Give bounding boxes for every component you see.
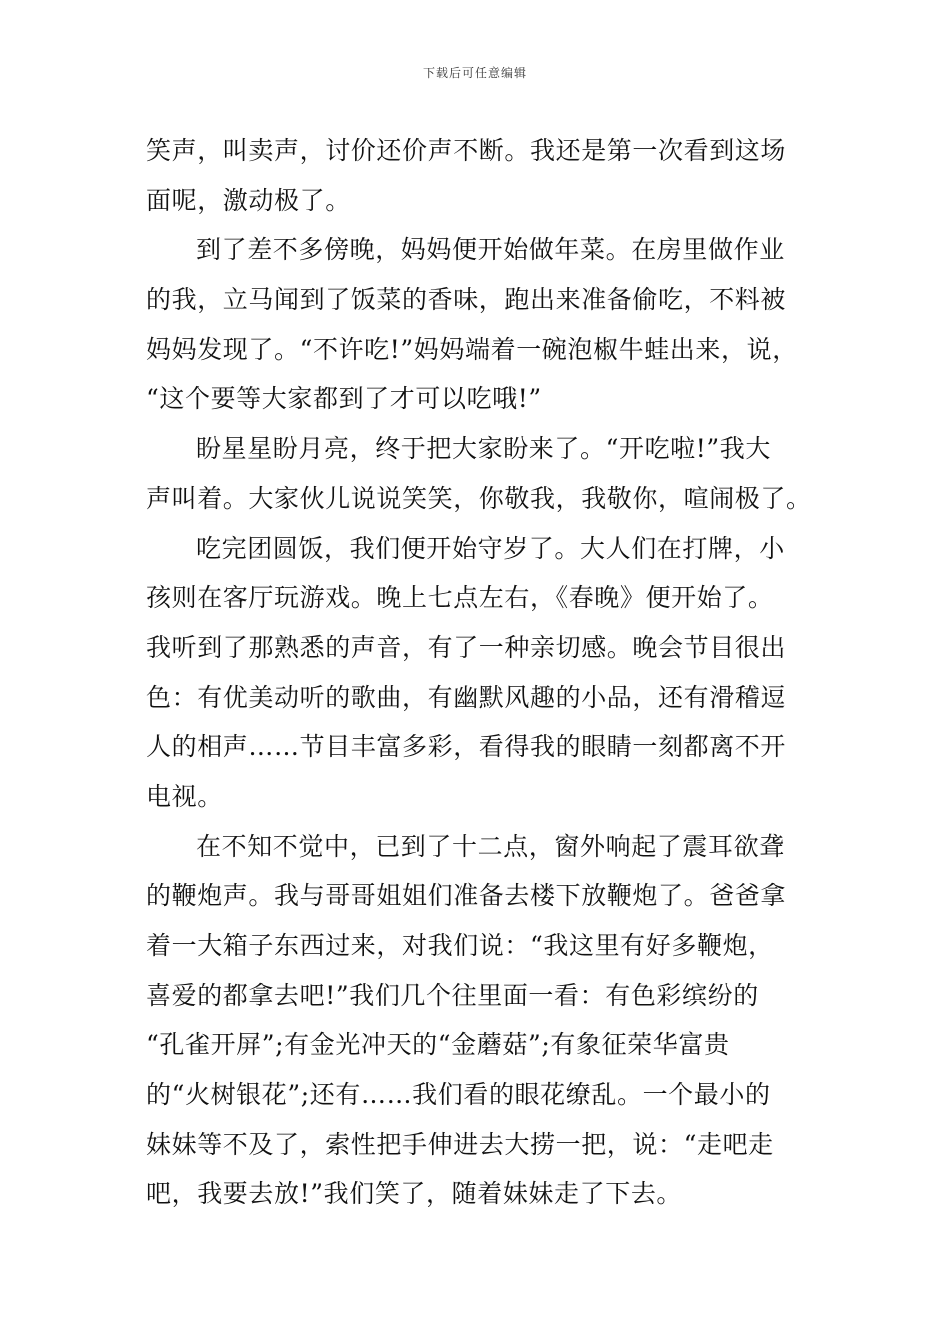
text-line: 着一大箱子东西过来，对我们说：“我这里有好多鞭炮，	[146, 931, 774, 960]
text-line: 妹妹等不及了，索性把手伸进去大捞一把，说：“走吧走	[146, 1129, 774, 1159]
text-line: 人的相声……节目丰富多彩，看得我的眼睛一刻都离不开	[146, 732, 787, 762]
text-line: 喜爱的都拿去吧!”我们几个往里面一看：有色彩缤纷的	[146, 980, 759, 1010]
text-line: 我听到了那熟悉的声音，有了一种亲切感。晚会节目很出	[146, 632, 787, 662]
text-line: “这个要等大家都到了才可以吃哦!”	[146, 384, 542, 414]
text-line: 孩则在客厅玩游戏。晚上七点左右，《春晚》便开始了。	[146, 583, 774, 613]
text-line: 声叫着。大家伙儿说说笑笑，你敬我，我敬你，喧闹极了。	[146, 483, 812, 513]
paragraph-start-line: 在不知不觉中，已到了十二点，窗外响起了震耳欲聋	[196, 831, 785, 861]
text-line: “孔雀开屏”;有金光冲天的“金蘑菇”;有象征荣华富贵	[146, 1030, 730, 1060]
document-body	[146, 126, 812, 1219]
paragraph-start-line: 吃完团圆饭，我们便开始守岁了。大人们在打牌，小	[196, 533, 785, 563]
text-line: 的“火树银花”;还有……我们看的眼花缭乱。一个最小的	[146, 1080, 771, 1110]
text-line: 电视。	[146, 781, 223, 811]
text-line: 妈妈发现了。“不许吃!”妈妈端着一碗泡椒牛蛙出来，说，	[146, 334, 798, 364]
page-header: 下载后可任意编辑	[422, 66, 527, 80]
text-line: 的鞭炮声。我与哥哥姐姐们准备去楼下放鞭炮了。爸爸拿	[146, 881, 787, 911]
paragraph-start-line: 到了差不多傍晚，妈妈便开始做年菜。在房里做作业	[196, 235, 785, 265]
text-line: 笑声，叫卖声，讨价还价声不断。我还是第一次看到这场	[146, 136, 787, 165]
text-line: 色：有优美动听的歌曲，有幽默风趣的小品，还有滑稽逗	[146, 682, 787, 712]
text-line: 的我，立马闻到了饭菜的香味，跑出来准备偷吃，不料被	[146, 285, 787, 315]
text-line: 吧，我要去放!”我们笑了，随着妹妹走了下去。	[146, 1179, 683, 1209]
text-line: 面呢，激动极了。	[146, 185, 351, 215]
paragraph-start-line: 盼星星盼月亮，终于把大家盼来了。“开吃啦!”我大	[196, 434, 772, 464]
